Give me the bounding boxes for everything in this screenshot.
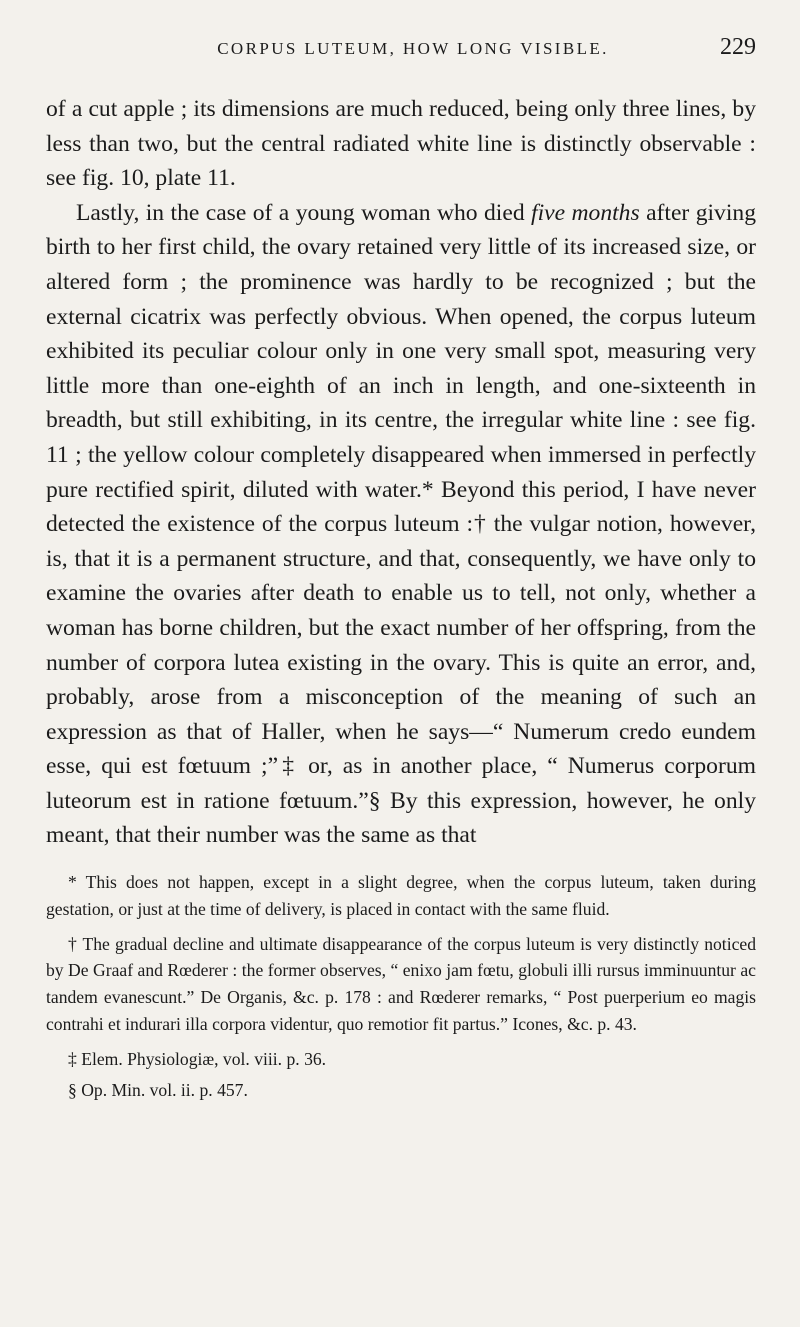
page-number: 229 <box>720 34 756 60</box>
running-title: CORPUS LUTEUM, HOW LONG VISIBLE. <box>217 39 609 58</box>
paragraph-lastly <box>46 196 756 853</box>
footnote-section: § Op. Min. vol. ii. p. 457. <box>68 1079 248 1100</box>
footnote-asterisk: * This does not happen, except in a slight degree, when the corpus luteum, taken during gestation, or just at the time of delivery, is placed in contact with the same fluid. <box>46 872 756 919</box>
footnotes <box>46 869 756 1103</box>
paragraph-continued: of a cut apple ; its dimensions are much reduced, being only three lines, by less than two, but the central radiated white line is distinctly observable : see fig. 10, plate 11. <box>46 96 756 192</box>
paragraph-lastly-start: Lastly, in the case of a young woman who died <box>76 199 532 226</box>
body-text <box>46 92 756 853</box>
running-head <box>46 34 756 74</box>
footnote-double-dagger: ‡ Elem. Physiologiæ, vol. viii. p. 36. <box>68 1048 327 1069</box>
paragraph-lastly-rest: after giving birth to her first child, the ovary retained very little of its increased size, or altered form ; the prominence was hardly to be recognized ; but the external cicatrix was perfectly obvious. When opened, the corpus luteum exhibited its peculiar colour only in one very small spot, measuring very little more than one-eighth of an inch in length, and one-sixteenth in breadth, but still exhibiting, in its centre, the irregular white line : see fig. 11 ; the yellow colour completely disappeared when immersed in perfectly pure rectified spirit, diluted with water.* Beyond this period, I have never detected the existence of the corpus luteum :† the vulgar notion, however, is, that it is a permanent structure, and that, consequently, we have only to examine the ovaries after death to enable us to tell, not only, whether a woman has borne children, but the exact number of her offspring, from the number of corpora lutea existing in the ovary. This is quite an error, and, probably, arose from a misconception of the meaning of such an expression as that of Haller, when he says—“ Numerum credo eundem esse, qui est fœtuum ;”‡ or, as in another place, “ Numerus corporum luteorum est in ratione fœtuum.”§ By this expression, however, he only meant, that their number was the same as that <box>46 199 757 849</box>
footnote-dagger: † The gradual decline and ultimate disappearance of the corpus luteum is very distinctly noticed by De Graaf and Rœderer : the former observes, “ enixo jam fœtu, globuli illi rursus imminuuntur ac tandem evanescunt.” De Organis, &c. p. 178 : and Rœderer remarks, “ Post puerperium eo magis contrahi et indurari illa corpora videntur, quo remotior fit partus.” Icones, &c. p. 43. <box>46 933 756 1035</box>
emphasis-five-months: five months <box>531 199 640 226</box>
